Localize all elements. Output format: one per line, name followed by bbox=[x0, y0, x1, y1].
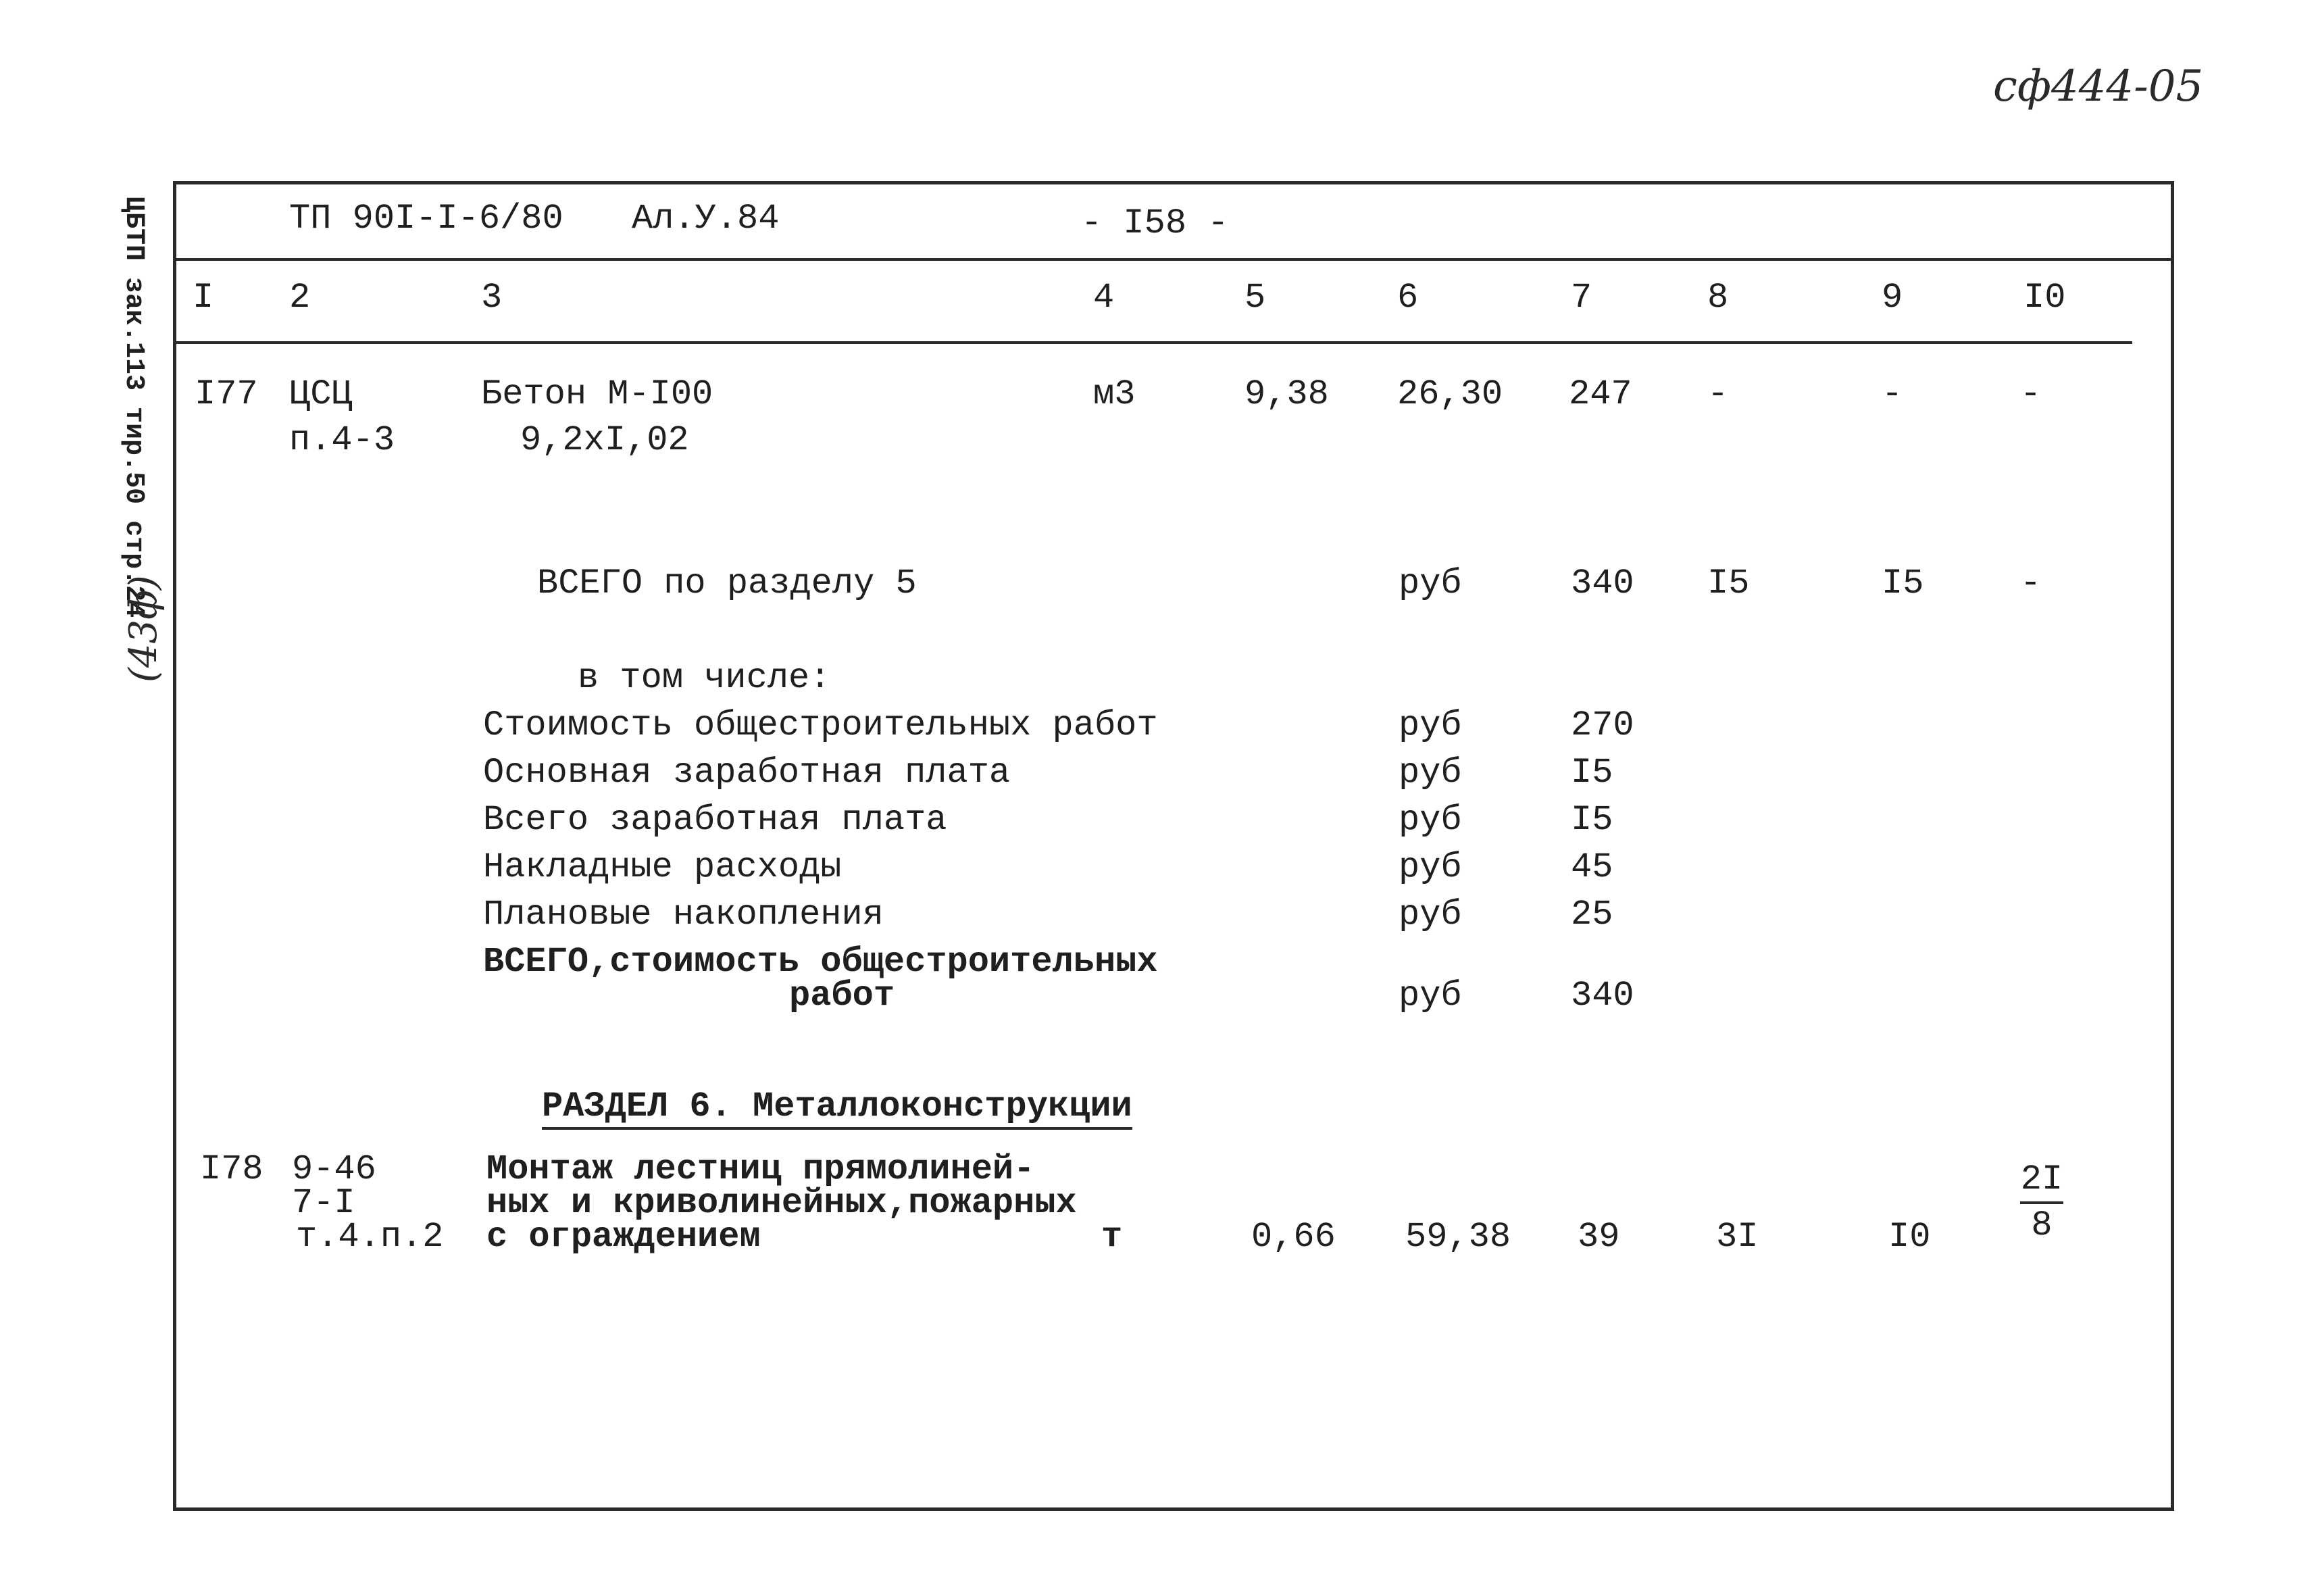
section-total-label: ВСЕГО по разделу 5 bbox=[537, 564, 917, 603]
unit-price: 59,38 bbox=[1405, 1217, 1511, 1257]
work-name: Монтаж лестниц прямолиней- bbox=[486, 1149, 1035, 1189]
unit: руб bbox=[1399, 895, 1462, 934]
table-frame bbox=[173, 181, 2174, 1511]
unit: м3 bbox=[1093, 374, 1136, 414]
breakdown-value: I5 bbox=[1571, 800, 1613, 840]
cell-value: I0 bbox=[1888, 1217, 1931, 1257]
margin-annotation bbox=[101, 196, 182, 682]
document-code-handwritten: сф444-05 bbox=[1993, 61, 2204, 111]
column-number: 9 bbox=[1882, 278, 1903, 318]
column-number: 5 bbox=[1244, 278, 1266, 318]
norm-reference: ЦСЦ bbox=[289, 374, 353, 414]
margin-handwritten-note: (43ф) bbox=[122, 575, 166, 682]
work-formula: 9,2хI,02 bbox=[520, 420, 689, 460]
column-number: 3 bbox=[481, 278, 503, 318]
norm-reference: т.4.п.2 bbox=[296, 1217, 444, 1257]
breakdown-value: I5 bbox=[1571, 753, 1613, 793]
column-number: I0 bbox=[2023, 278, 2066, 318]
column-number: 4 bbox=[1093, 278, 1115, 318]
breakdown-label: Стоимость общестроительных работ bbox=[483, 705, 1158, 745]
breakdown-value: 25 bbox=[1571, 895, 1613, 934]
project-code: ТП 90I-I-6/80 bbox=[289, 199, 563, 239]
grand-total-label: ВСЕГО,стоимость общестроительных bbox=[483, 942, 1158, 982]
breakdown-label: Основная заработная плата bbox=[483, 753, 1011, 793]
work-name: ных и криволинейных,пожарных bbox=[486, 1183, 1077, 1223]
cell-value: I5 bbox=[1882, 564, 1924, 603]
column-header-divider bbox=[173, 341, 2132, 344]
unit: руб bbox=[1399, 753, 1462, 793]
row-number: I77 bbox=[195, 374, 258, 414]
cell-value: 3I bbox=[1716, 1217, 1759, 1257]
fraction-denominator: 8 bbox=[2031, 1205, 2053, 1245]
album-number: Ал.У.84 bbox=[632, 199, 780, 239]
unit: руб bbox=[1399, 705, 1462, 745]
unit: руб bbox=[1399, 847, 1462, 887]
page-number: - I58 - bbox=[1081, 203, 1229, 243]
unit: руб bbox=[1399, 800, 1462, 840]
total-cost: 39 bbox=[1578, 1217, 1620, 1257]
norm-reference: 7-I bbox=[292, 1183, 355, 1223]
column-number: 7 bbox=[1571, 278, 1592, 318]
cell-value: - bbox=[1882, 374, 1903, 414]
total-cost: 247 bbox=[1569, 374, 1632, 414]
grand-total-label-cont: работ bbox=[789, 976, 895, 1016]
column-number: 2 bbox=[289, 278, 311, 318]
column-number: 6 bbox=[1397, 278, 1419, 318]
unit: руб bbox=[1399, 976, 1462, 1016]
row-number: I78 bbox=[200, 1149, 263, 1189]
breakdown-label: Накладные расходы bbox=[483, 847, 842, 887]
breakdown-title: в том числе: bbox=[578, 658, 831, 698]
norm-reference: 9-46 bbox=[292, 1149, 376, 1189]
breakdown-label: Всего заработная плата bbox=[483, 800, 947, 840]
fraction-numerator: 2I bbox=[2020, 1159, 2063, 1199]
section-heading: РАЗДЕЛ 6. Металлоконструкции bbox=[542, 1089, 1132, 1130]
cell-value: - bbox=[1707, 374, 1729, 414]
unit: руб bbox=[1399, 564, 1462, 603]
unit: т bbox=[1101, 1217, 1123, 1257]
quantity: 9,38 bbox=[1244, 374, 1329, 414]
cell-value: - bbox=[2020, 564, 2042, 603]
unit-price: 26,30 bbox=[1397, 374, 1503, 414]
column-number: 8 bbox=[1707, 278, 1729, 318]
margin-stamp: ЦБТП зак.113 тир.50 стр.24 bbox=[118, 196, 149, 618]
total-cost: 340 bbox=[1571, 564, 1634, 603]
quantity: 0,66 bbox=[1251, 1217, 1336, 1257]
header-divider bbox=[173, 258, 2174, 261]
breakdown-value: 45 bbox=[1571, 847, 1613, 887]
breakdown-label: Плановые накопления bbox=[483, 895, 884, 934]
work-name: Бетон М-I00 bbox=[481, 374, 713, 414]
norm-reference: п.4-3 bbox=[289, 420, 395, 460]
cell-value: I5 bbox=[1707, 564, 1750, 603]
grand-total-value: 340 bbox=[1571, 976, 1634, 1016]
breakdown-value: 270 bbox=[1571, 705, 1634, 745]
work-name: с ограждением bbox=[486, 1217, 761, 1257]
column-number: I bbox=[193, 278, 214, 318]
fraction-bar bbox=[2020, 1201, 2063, 1204]
cell-value: - bbox=[2020, 374, 2042, 414]
fraction-value bbox=[2020, 1159, 2063, 1245]
